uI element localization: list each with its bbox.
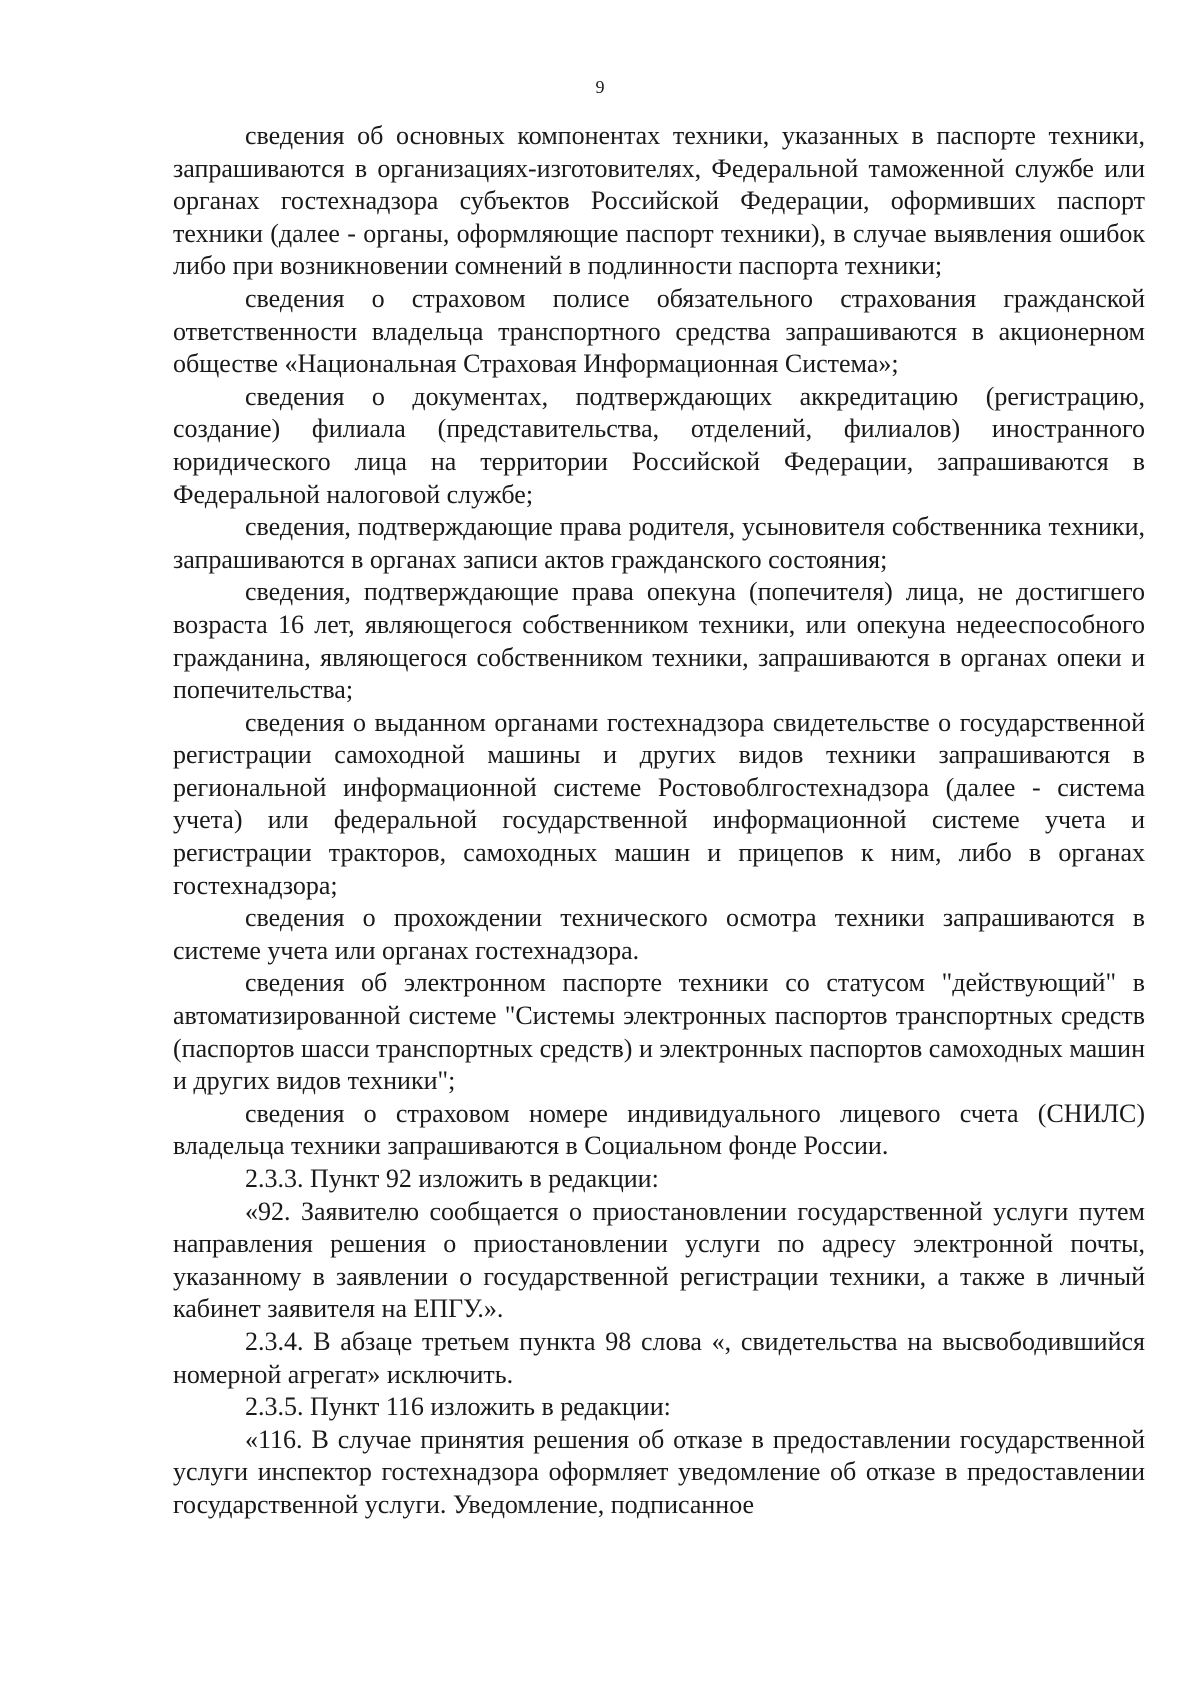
paragraph-insurance-policy: сведения о страховом полисе обязательного страхования гражданской ответственности владельца транспортного средства запрашиваются в акционерном обществе «Национальная Страховая Информационная Система»; [173,283,1145,379]
paragraph-item-116: «116. В случае принятия решения об отказе в предоставлении государственной услуги инспектор гостехнадзора оформляет уведомление об отказе в предоставлении государственной услуги. Уведомление, подписанное [173,1424,1145,1519]
paragraph-2-3-3: 2.3.3. Пункт 92 изложить в редакции: [245,1164,659,1193]
paragraph-snils: сведения о страховом номере индивидуального лицевого счета (СНИЛС) владельца техники запрашиваются в Социальном фонде России. [173,1098,1145,1161]
paragraph-2-3-5: 2.3.5. Пункт 116 изложить в редакции: [245,1392,671,1422]
paragraph-parent-rights: сведения, подтверждающие права родителя, усыновителя собственника техники, запрашиваются в органах записи актов гражданского состояния; [173,512,1145,574]
document-body [173,120,1145,1522]
paragraph-technical-inspection: сведения о прохождении технического осмотра техники запрашиваются в системе учета или органах гостехнадзора. [173,903,1145,965]
page-number: 9 [595,77,605,97]
paragraph-components-info: сведения об основных компонентах техники, указанных в паспорте техники, запрашиваются в организациях-изготовителях, Федеральной таможенной службе или органах гостехнадзора субъектов Российской Федерации, оформивших паспорт техники (далее - органы, оформляющие паспорт техники), в случае выявления ошибок либо при возникновении сомнений в подлинности паспорта техники; [173,121,1145,281]
paragraph-item-92: «92. Заявителю сообщается о приостановлении государственной услуги путем направления решения о приостановлении услуги по адресу электронной почты, указанному в заявлении о государственной регистрации техники, а также в личный кабинет заявителя на ЕПГУ.». [173,1196,1145,1324]
paragraph-registration-certificate: сведения о выданном органами гостехнадзора свидетельстве о государственной регистрации самоходной машины и других видов техники запрашиваются в региональной информационной системе Ростовоблгостехнадзора (далее - система учета) или федеральной государственной информационной системе учета и регистрации тракторов, самоходных машин и прицепов к ним, либо в органах гостехнадзора; [173,707,1145,900]
paragraph-electronic-passport: сведения об электронном паспорте техники со статусом "действующий" в автоматизированной системе "Системы электронных паспортов транспортных средств (паспортов шасси транспортных средств) и электронных паспортов самоходных машин и других видов техники"; [173,968,1145,1096]
paragraph-2-3-4: 2.3.4. В абзаце третьем пункта 98 слова «, свидетельства на высвободившийся номерной агрегат» исключить. [173,1326,1145,1389]
paragraph-accreditation-docs: сведения о документах, подтверждающих аккредитацию (регистрацию, создание) филиала (представительства, отделений, филиалов) иностранного юридического лица на территории Российской Федерации, запрашиваются в Федеральной налоговой службе; [173,381,1145,509]
paragraph-guardian-rights: сведения, подтверждающие права опекуна (попечителя) лица, не достигшего возраста 16 лет, являющегося собственником техники, или опекуна недееспособного гражданина, являющегося собственником техники, запрашиваются в органах опеки и попечительства; [173,577,1145,705]
